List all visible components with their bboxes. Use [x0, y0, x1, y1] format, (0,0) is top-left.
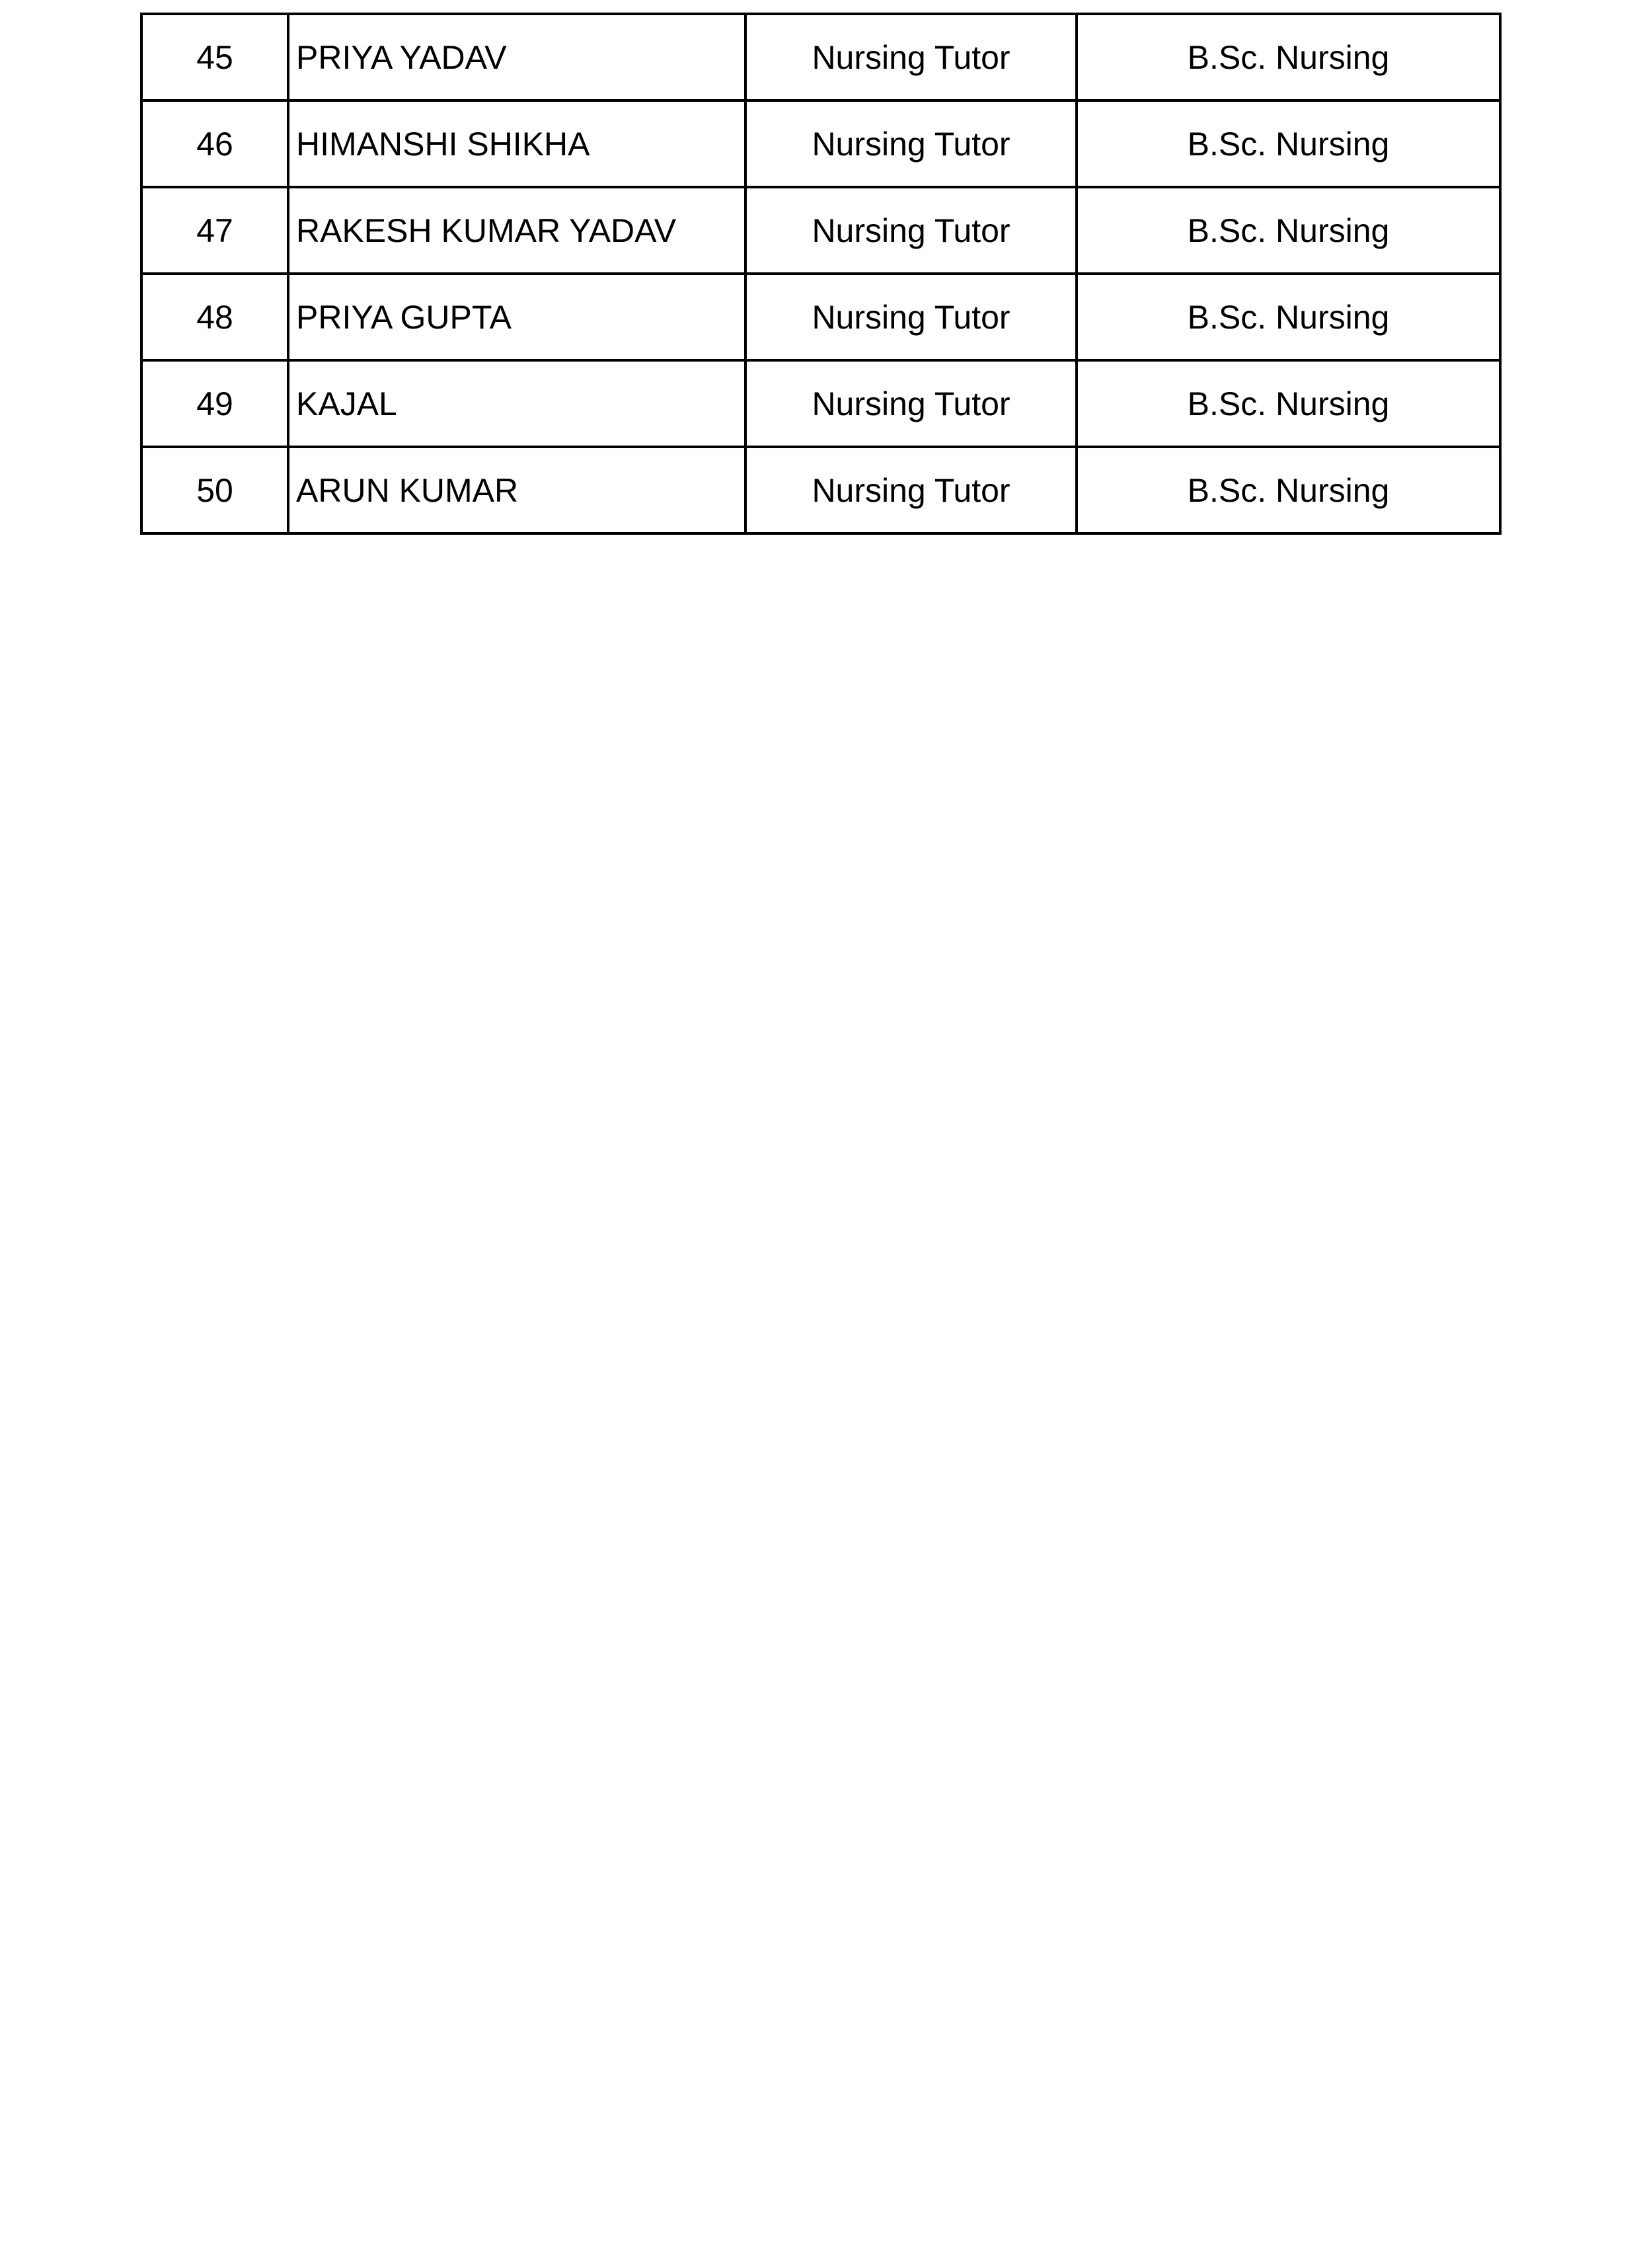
name-cell: RAKESH KUMAR YADAV — [288, 187, 745, 274]
serial-number-cell: 49 — [141, 360, 288, 447]
name-cell: KAJAL — [288, 360, 745, 447]
table-row — [141, 447, 1500, 533]
qualification-cell: B.Sc. Nursing — [1077, 14, 1500, 100]
table-row — [141, 360, 1500, 447]
qualification-cell: B.Sc. Nursing — [1077, 187, 1500, 274]
name-cell: ARUN KUMAR — [288, 447, 745, 533]
designation-cell: Nursing Tutor — [745, 360, 1077, 447]
serial-number-cell: 48 — [141, 274, 288, 360]
table-row — [141, 187, 1500, 274]
table-row — [141, 274, 1500, 360]
name-cell: PRIYA YADAV — [288, 14, 745, 100]
serial-number-cell: 46 — [141, 100, 288, 187]
staff-table — [140, 13, 1502, 535]
table-row — [141, 14, 1500, 100]
serial-number-cell: 47 — [141, 187, 288, 274]
table-row — [141, 100, 1500, 187]
qualification-cell: B.Sc. Nursing — [1077, 100, 1500, 187]
designation-cell: Nursing Tutor — [745, 187, 1077, 274]
designation-cell: Nursing Tutor — [745, 14, 1077, 100]
designation-cell: Nursing Tutor — [745, 100, 1077, 187]
serial-number-cell: 45 — [141, 14, 288, 100]
name-cell: PRIYA GUPTA — [288, 274, 745, 360]
serial-number-cell: 50 — [141, 447, 288, 533]
qualification-cell: B.Sc. Nursing — [1077, 447, 1500, 533]
designation-cell: Nursing Tutor — [745, 274, 1077, 360]
name-cell: HIMANSHI SHIKHA — [288, 100, 745, 187]
staff-table-body — [141, 14, 1500, 533]
qualification-cell: B.Sc. Nursing — [1077, 274, 1500, 360]
designation-cell: Nursing Tutor — [745, 447, 1077, 533]
qualification-cell: B.Sc. Nursing — [1077, 360, 1500, 447]
